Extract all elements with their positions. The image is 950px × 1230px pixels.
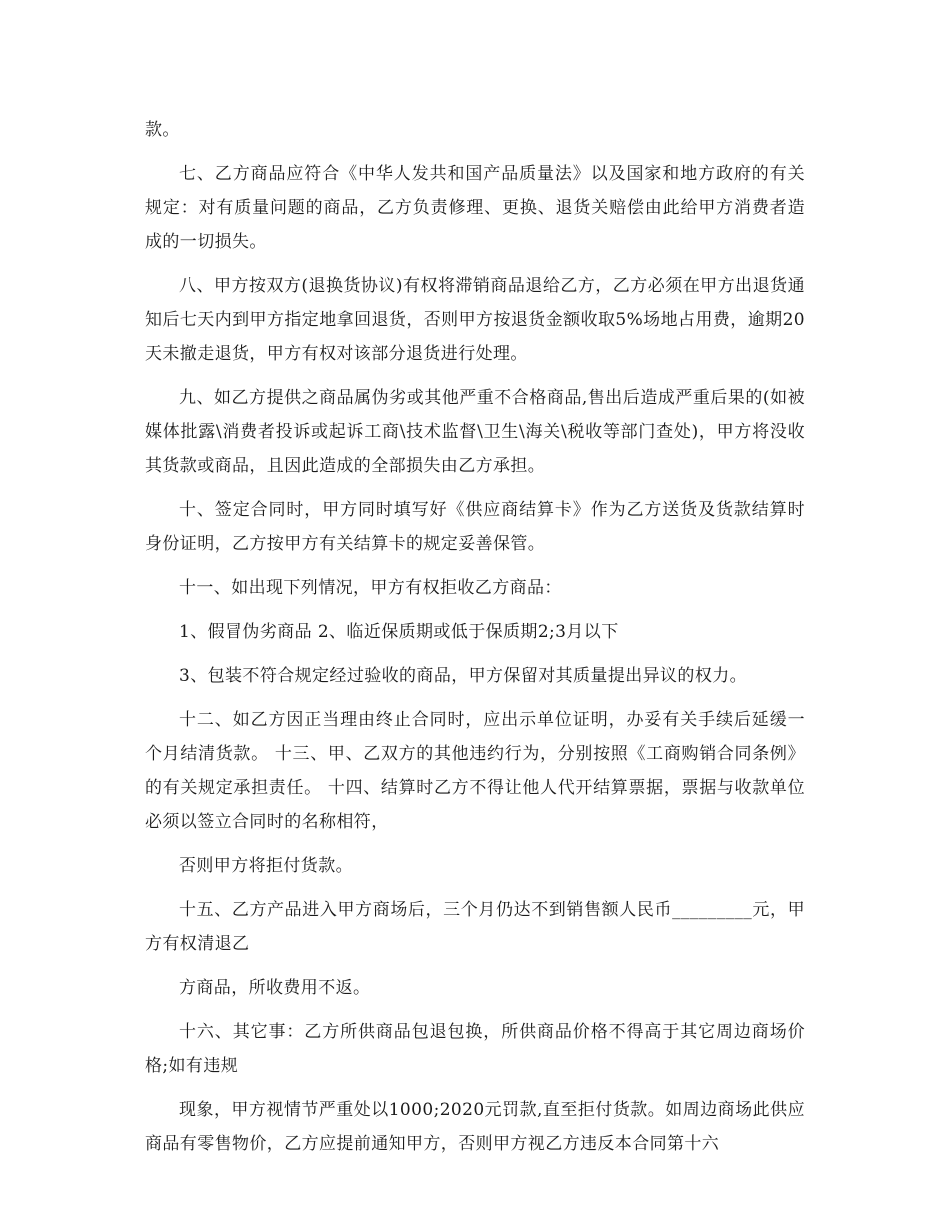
paragraph-clause-10: 十、签定合同时，甲方同时填写好《供应商结算卡》作为乙方送货及货款结算时身份证明，乙方按甲方有关结算卡的规定妥善保管。 <box>145 500 805 554</box>
paragraph-clause-12-14: 十二、如乙方因正当理由终止合同时，应出示单位证明，办妥有关手续后延缓一个月结清货款。 十三、甲、乙双方的其他违约行为，分别按照《工商购销合同条例》的有关规定承担责任。 十四、结算时乙方不得让他人代开结算票据，票据与收款单位必须以签立合同时的名称相符， <box>145 710 805 832</box>
document-body <box>145 113 805 1171</box>
paragraph-clause-15: 十五、乙方产品进入甲方商场后，三个月仍达不到销售额人民币_________元，甲方有权清退乙 <box>145 900 805 954</box>
paragraph-clause-14-continued: 否则甲方将拒付货款。 <box>179 856 353 876</box>
paragraph-clause-8: 八、甲方按双方(退换货协议)有权将滞销商品退给乙方，乙方必须在甲方出退货通知后七天内到甲方指定地拿回退货，否则甲方按退货金额收取5%场地占用费，逾期20天未撤走退货，甲方有权对该部分退货进行处理。 <box>145 276 805 364</box>
paragraph-clause-11-item-3: 3、包装不符合规定经过验收的商品，甲方保留对其质量提出异议的权力。 <box>179 666 748 686</box>
paragraph-clause-7: 七、乙方商品应符合《中华人发共和国产品质量法》以及国家和地方政府的有关规定：对有质量问题的商品，乙方负责修理、更换、退货关赔偿由此给甲方消费者造成的一切损失。 <box>145 164 805 252</box>
paragraph-clause-16: 十六、其它事：乙方所供商品包退包换，所供商品价格不得高于其它周边商场价格;如有违规 <box>145 1022 805 1076</box>
paragraph-clause-9: 九、如乙方提供之商品属伪劣或其他严重不合格商品,售出后造成严重后果的(如被媒体批露\消费者投诉或起诉工商\技术监督\卫生\海关\税收等部门查处)，甲方将没收其货款或商品，且因此造成的全部损失由乙方承担。 <box>145 388 805 476</box>
paragraph-clause-11: 十一、如出现下列情况，甲方有权拒收乙方商品： <box>179 578 562 598</box>
paragraph-clause-11-item-1: 1、假冒伪劣商品 2、临近保质期或低于保质期2;3月以下 <box>179 622 619 642</box>
paragraph-clause-16-continued: 现象，甲方视情节严重处以1000;2020元罚款,直至拒付货款。如周边商场此供应商品有零售物价，乙方应提前通知甲方，否则甲方视乙方违反本合同第十六 <box>145 1100 805 1154</box>
paragraph-clause-15-continued: 方商品，所收费用不返。 <box>179 978 371 998</box>
paragraph-continuation: 款。 <box>145 120 180 140</box>
